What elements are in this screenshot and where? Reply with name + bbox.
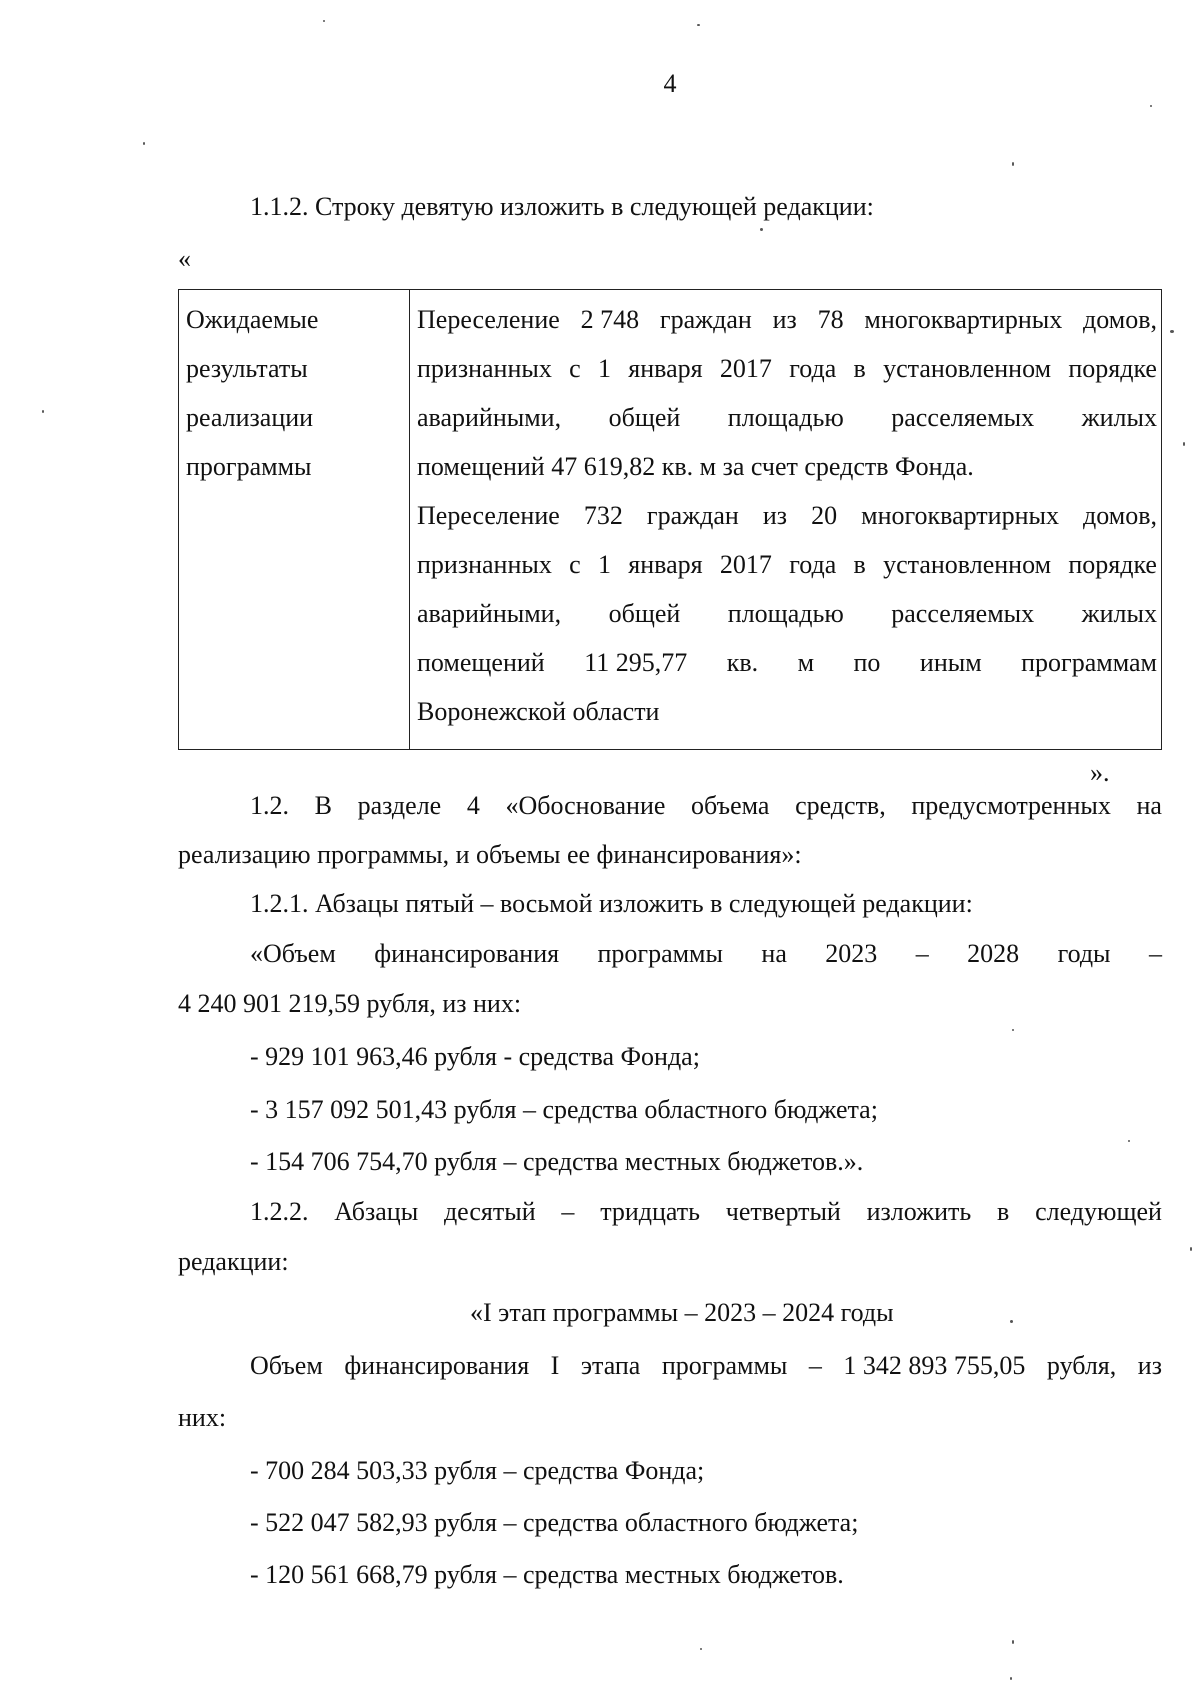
word: рубля,	[1046, 1351, 1117, 1380]
word: 1.2.	[250, 791, 289, 820]
result-2-line-1	[417, 500, 1157, 531]
scan-speck	[1010, 1320, 1013, 1323]
scan-speck	[143, 142, 145, 145]
stage-volume-line-1	[250, 1350, 1162, 1381]
label-line: Ожидаемые	[186, 305, 319, 334]
word: домов,	[1083, 305, 1157, 334]
word: установленном	[883, 354, 1052, 383]
word: граждан	[646, 501, 739, 530]
word: 78	[817, 305, 844, 334]
word: 2028	[967, 939, 1020, 968]
word: 1	[598, 354, 611, 383]
word: в	[997, 1197, 1010, 1226]
scan-speck	[1012, 1640, 1014, 1644]
scan-speck	[760, 228, 763, 231]
word: разделе	[357, 791, 442, 820]
scan-speck	[1012, 1029, 1014, 1031]
result-2-line-4	[417, 647, 1157, 678]
word: многоквартирных	[861, 501, 1059, 530]
stage-funding-item: - 120 561 668,79 рубля – средства местных бюджетов.	[250, 1560, 844, 1589]
word: 2017	[719, 550, 772, 579]
scan-speck	[323, 20, 325, 22]
word: 2017	[719, 354, 772, 383]
scan-speck	[1183, 442, 1185, 446]
word: программы	[597, 939, 723, 968]
result-2-line-3	[417, 598, 1157, 629]
section-1-2-1-heading: 1.2.1. Абзацы пятый – восьмой изложить в следующей редакции:	[250, 889, 973, 918]
word: Переселение	[417, 305, 560, 334]
word: признанных	[417, 550, 552, 579]
word: аварийными,	[417, 403, 562, 432]
word: из	[1137, 1351, 1162, 1380]
word: –	[915, 939, 929, 968]
word: многоквартирных	[864, 305, 1063, 334]
funding-item: - 154 706 754,70 рубля – средства местных бюджетов.».	[250, 1147, 864, 1176]
word: 11 295,77	[584, 648, 688, 677]
word: кв.	[726, 648, 759, 677]
word: «Объем	[250, 939, 336, 968]
open-quote: «	[178, 244, 191, 273]
close-quote: ».	[1090, 758, 1110, 787]
word: из	[762, 501, 788, 530]
word: общей	[608, 599, 681, 628]
result-2-line-2	[417, 549, 1157, 580]
word: десятый	[443, 1197, 536, 1226]
label-line: реализации	[186, 403, 314, 432]
word: В	[314, 791, 332, 820]
funding-item: - 929 101 963,46 рубля - средства Фонда;	[250, 1042, 700, 1071]
word: расселяемых	[891, 403, 1035, 432]
word: января	[628, 354, 703, 383]
stage-funding-item: - 700 284 503,33 рубля – средства Фонда;	[250, 1456, 705, 1485]
word: в	[853, 354, 866, 383]
results-table	[178, 289, 1162, 750]
word: площадью	[727, 403, 844, 432]
word: на	[1136, 791, 1162, 820]
section-1-2-1-line-2: 4 240 901 219,59 рубля, из них:	[178, 989, 522, 1018]
word: 4	[466, 791, 480, 820]
scan-speck	[1190, 1247, 1192, 1251]
word: четвертый	[725, 1197, 841, 1226]
word: Переселение	[417, 501, 560, 530]
word: программам	[1021, 648, 1157, 677]
word: 1.2.2.	[250, 1197, 309, 1226]
word: установленном	[883, 550, 1052, 579]
scan-speck	[42, 410, 44, 413]
section-1-2-line-1	[250, 790, 1162, 821]
word: «Обоснование	[505, 791, 666, 820]
word: этапа	[580, 1351, 641, 1380]
word: граждан	[659, 305, 752, 334]
word: 20	[811, 501, 838, 530]
section-1-2-1-line-1	[250, 938, 1162, 969]
word: финансирования	[344, 1351, 530, 1380]
word: годы	[1057, 939, 1111, 968]
word: площадью	[727, 599, 844, 628]
word: порядке	[1068, 354, 1157, 383]
word: 1	[598, 550, 611, 579]
word: помещений	[417, 648, 545, 677]
word: программы	[661, 1351, 788, 1380]
page-number: 4	[663, 69, 677, 98]
section-1-2-2-line-2: редакции:	[178, 1247, 289, 1276]
result-1-line-2	[417, 353, 1157, 384]
word: иным	[919, 648, 982, 677]
section-1-2-2-line-1	[250, 1196, 1162, 1227]
word: –	[1148, 939, 1162, 968]
word: 1 342 893 755,05	[843, 1351, 1026, 1380]
scan-speck	[697, 24, 700, 26]
section-1-1-2-heading: 1.1.2. Строку девятую изложить в следующей редакции:	[250, 192, 874, 221]
word: –	[808, 1351, 822, 1380]
word: 2 748	[580, 305, 640, 334]
word: –	[561, 1197, 575, 1226]
word: домов,	[1083, 501, 1157, 530]
word: м	[797, 648, 815, 677]
word: с	[569, 354, 581, 383]
word: объема	[691, 791, 770, 820]
word: финансирования	[374, 939, 560, 968]
word: средств,	[795, 791, 886, 820]
word: по	[853, 648, 881, 677]
scan-speck	[1010, 1677, 1012, 1680]
word: расселяемых	[891, 599, 1035, 628]
results-label-cell	[179, 290, 410, 750]
word: жилых	[1081, 599, 1157, 628]
result-1-line-4: помещений 47 619,82 кв. м за счет средств Фонда.	[417, 452, 974, 481]
word: жилых	[1081, 403, 1157, 432]
word: следующей	[1035, 1197, 1162, 1226]
result-1-line-3	[417, 402, 1157, 433]
word: из	[772, 305, 797, 334]
word: изложить	[866, 1197, 972, 1226]
stage-funding-item: - 522 047 582,93 рубля – средства областного бюджета;	[250, 1508, 859, 1537]
word: признанных	[417, 354, 552, 383]
word: 2023	[825, 939, 878, 968]
stage-title: «I этап программы – 2023 – 2024 годы	[470, 1298, 894, 1327]
word: тридцать	[600, 1197, 701, 1226]
stage-volume-line-2: них:	[178, 1403, 227, 1432]
scan-speck	[1012, 162, 1014, 166]
word: на	[761, 939, 787, 968]
word: года	[789, 550, 837, 579]
word: Абзацы	[334, 1197, 419, 1226]
word: аварийными,	[417, 599, 562, 628]
word: I	[550, 1351, 560, 1380]
section-1-2-line-2: реализацию программы, и объемы ее финансирования»:	[178, 840, 802, 869]
scan-speck	[1150, 105, 1152, 107]
scan-speck	[1170, 330, 1174, 333]
word: 732	[583, 501, 623, 530]
word: в	[853, 550, 866, 579]
result-1-line-1	[417, 304, 1157, 335]
word: предусмотренных	[911, 791, 1111, 820]
scan-speck	[1128, 1140, 1130, 1142]
scan-speck	[700, 1648, 702, 1650]
word: Объем	[250, 1351, 323, 1380]
label-line: результаты	[186, 354, 308, 383]
word: общей	[608, 403, 681, 432]
label-line: программы	[186, 452, 312, 481]
word: порядке	[1068, 550, 1157, 579]
word: года	[789, 354, 837, 383]
word: января	[628, 550, 703, 579]
result-2-line-5: Воронежской области	[417, 697, 660, 726]
results-value-cell	[410, 290, 1162, 750]
funding-item: - 3 157 092 501,43 рубля – средства областного бюджета;	[250, 1095, 878, 1124]
word: с	[569, 550, 581, 579]
